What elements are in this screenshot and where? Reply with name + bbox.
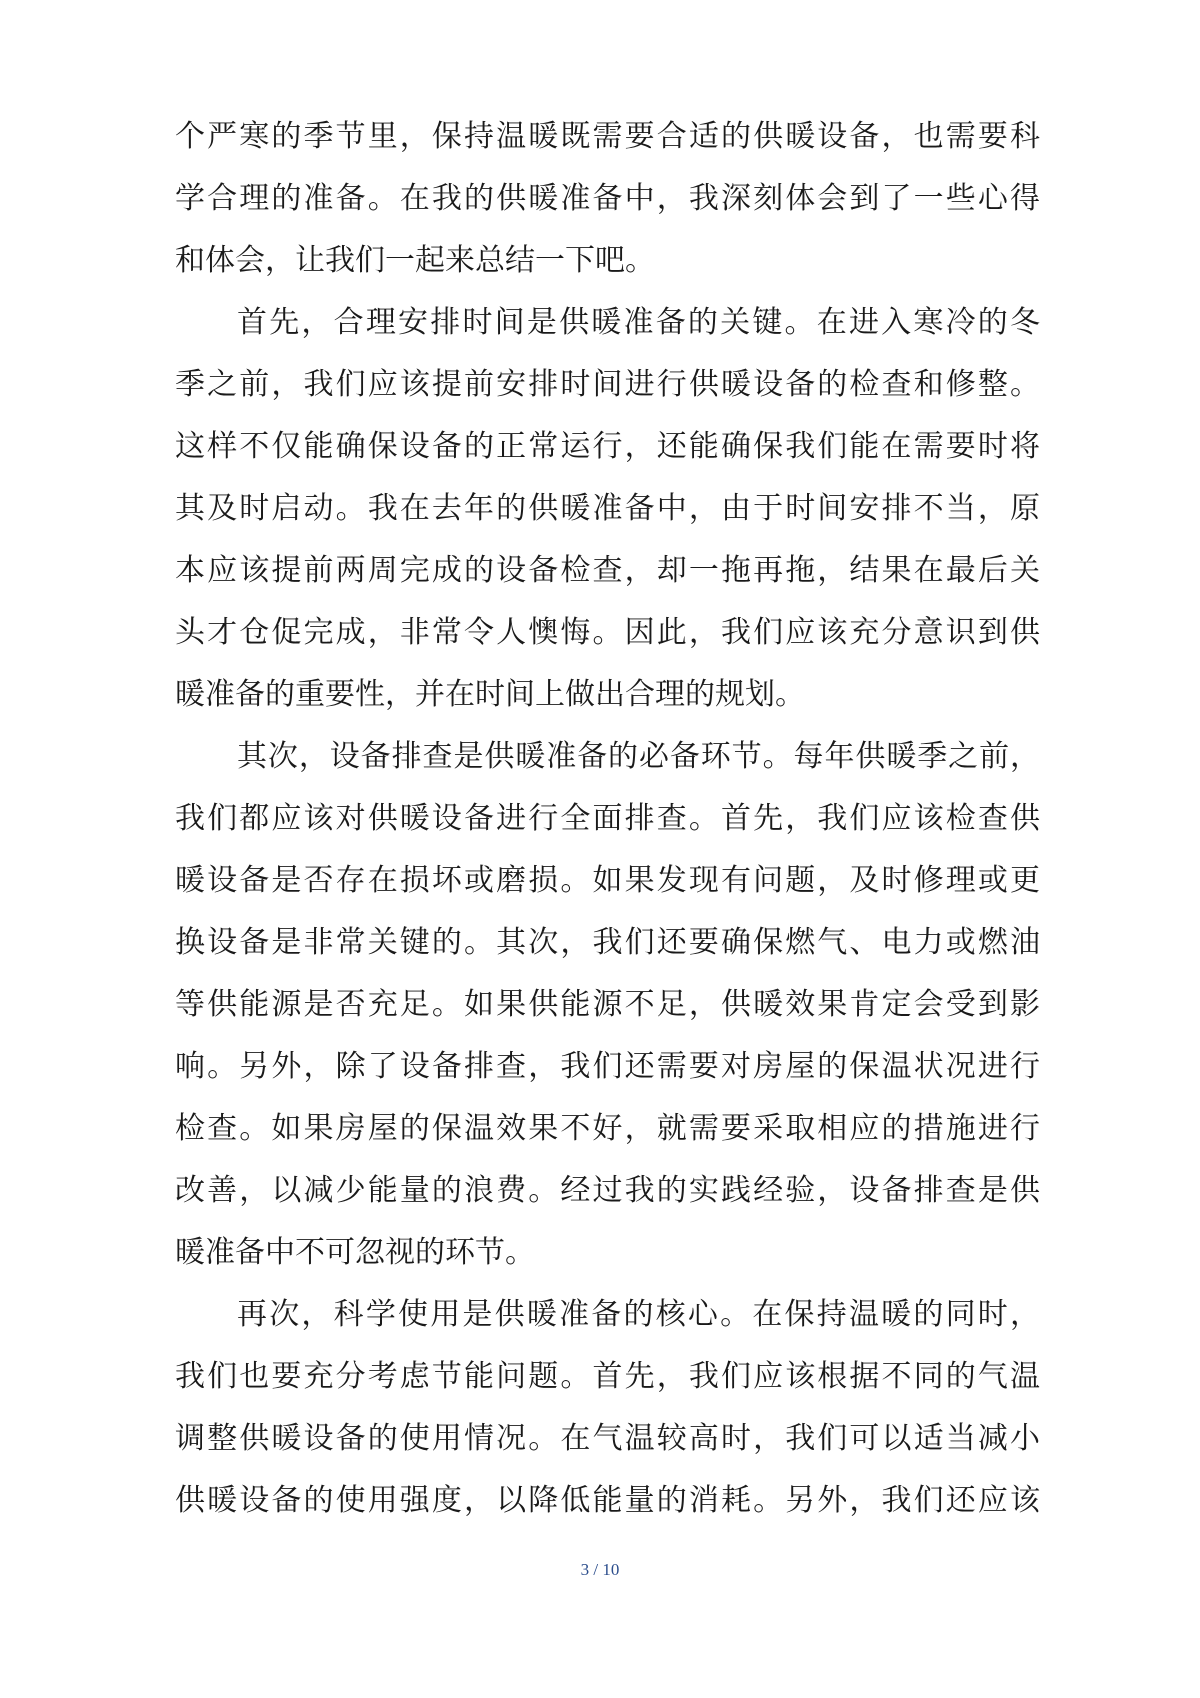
body-line: 响。另外，除了设备排查，我们还需要对房屋的保温状况进行: [175, 1049, 1040, 1084]
body-line: 供暖设备的使用强度，以降低能量的消耗。另外，我们还应该: [175, 1483, 1040, 1518]
body-line: 季之前，我们应该提前安排时间进行供暖设备的检查和修整。: [175, 367, 1040, 402]
body-line: 改善，以减少能量的浪费。经过我的实践经验，设备排查是供: [175, 1173, 1040, 1208]
body-line: 其次，设备排查是供暖准备的必备环节。每年供暖季之前，: [237, 739, 1040, 774]
body-line: 我们都应该对供暖设备进行全面排查。首先，我们应该检查供: [175, 801, 1040, 836]
body-line: 检查。如果房屋的保温效果不好，就需要采取相应的措施进行: [175, 1111, 1040, 1146]
body-line: 学合理的准备。在我的供暖准备中，我深刻体会到了一些心得: [175, 181, 1040, 216]
body-line: 个严寒的季节里，保持温暖既需要合适的供暖设备，也需要科: [175, 119, 1040, 154]
body-line: 其及时启动。我在去年的供暖准备中，由于时间安排不当，原: [175, 491, 1040, 526]
page-number: 3 / 10: [580, 1560, 620, 1579]
body-line: 等供能源是否充足。如果供能源不足，供暖效果肯定会受到影: [175, 987, 1040, 1022]
body-line: 和体会，让我们一起来总结一下吧。: [175, 243, 655, 278]
body-line: 再次，科学使用是供暖准备的核心。在保持温暖的同时，: [237, 1297, 1040, 1332]
body-line: 我们也要充分考虑节能问题。首先，我们应该根据不同的气温: [175, 1359, 1040, 1394]
body-line: 本应该提前两周完成的设备检查，却一拖再拖，结果在最后关: [175, 553, 1040, 588]
body-line: 首先，合理安排时间是供暖准备的关键。在进入寒冷的冬: [237, 305, 1040, 340]
body-line: 暖准备中不可忽视的环节。: [175, 1235, 535, 1270]
body-line: 暖设备是否存在损坏或磨损。如果发现有问题，及时修理或更: [175, 863, 1040, 898]
body-line: 换设备是非常关键的。其次，我们还要确保燃气、电力或燃油: [175, 925, 1040, 960]
body-line: 头才仓促完成，非常令人懊悔。因此，我们应该充分意识到供: [175, 615, 1040, 650]
body-line: 这样不仅能确保设备的正常运行，还能确保我们能在需要时将: [175, 429, 1040, 464]
body-line: 调整供暖设备的使用情况。在气温较高时，我们可以适当减小: [175, 1421, 1040, 1456]
body-line: 暖准备的重要性，并在时间上做出合理的规划。: [175, 677, 805, 712]
